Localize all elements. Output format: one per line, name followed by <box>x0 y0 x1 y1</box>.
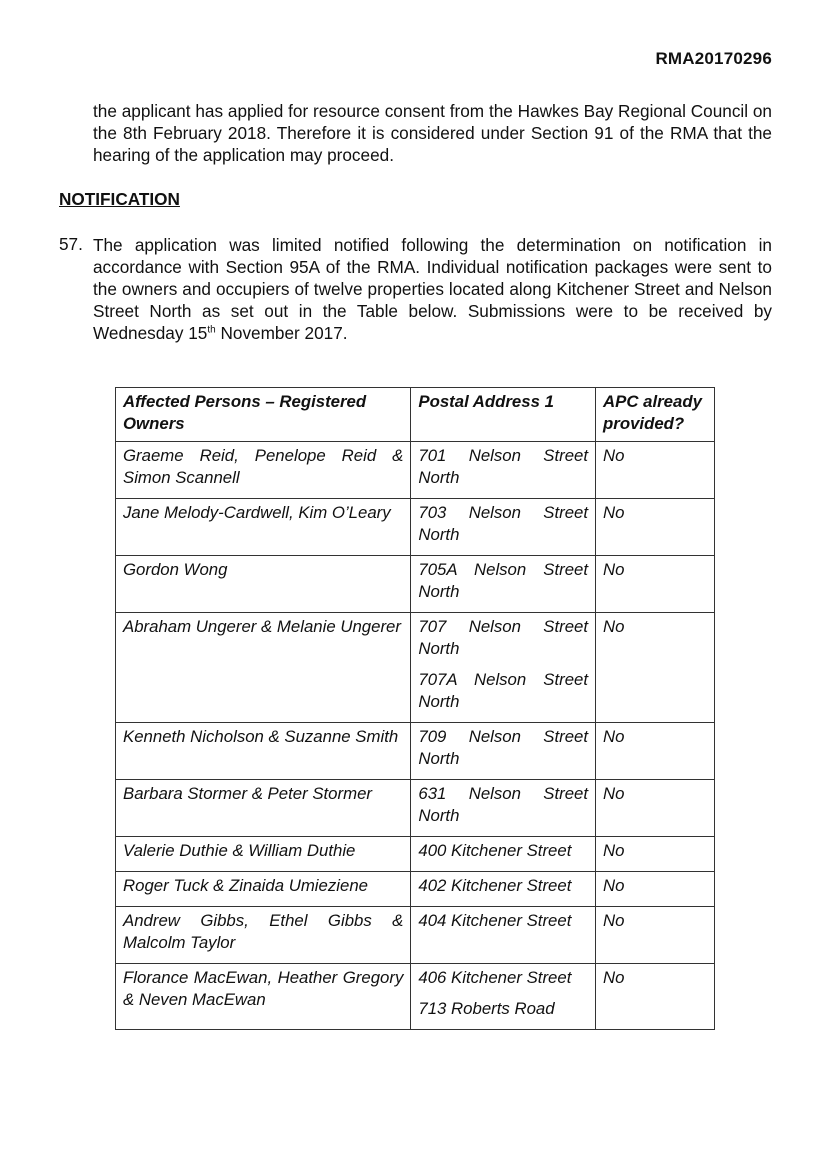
affected-persons-table <box>115 387 715 1030</box>
table-header-row <box>116 388 715 442</box>
postal-address: 709 Nelson Street North <box>418 727 589 768</box>
apc-cell: No <box>596 442 715 499</box>
table-row <box>116 964 715 1030</box>
apc-cell: No <box>596 837 715 872</box>
apc-cell: No <box>596 613 715 723</box>
owners-cell: Gordon Wong <box>116 556 411 613</box>
table-row <box>116 872 715 907</box>
postal-address-secondary: 713 Roberts Road <box>418 999 555 1018</box>
address-cell <box>411 556 596 613</box>
header-owners: Affected Persons – Registered Owners <box>116 388 411 442</box>
address-cell <box>411 872 596 907</box>
postal-address: 400 Kitchener Street <box>418 841 572 860</box>
table-row <box>116 442 715 499</box>
apc-cell: No <box>596 723 715 780</box>
document-reference: RMA20170296 <box>655 49 772 68</box>
owners-cell: Barbara Stormer & Peter Stormer <box>116 780 411 837</box>
postal-address: 402 Kitchener Street <box>418 876 572 895</box>
address-cell <box>411 499 596 556</box>
owners-cell: Florance MacEwan, Heather Gregory & Neven MacEwan <box>116 964 411 1030</box>
postal-address: 404 Kitchener Street <box>418 911 572 930</box>
paragraph-57-text-end: November 2017. <box>215 323 348 343</box>
postal-address: 707 Nelson Street North <box>418 617 589 658</box>
address-cell <box>411 442 596 499</box>
owners-cell: Jane Melody-Cardwell, Kim O’Leary <box>116 499 411 556</box>
paragraph-57-text: The application was limited notified following the determination on notification in accordance with Section 95A of the RMA. Individual notification packages were sent to the owners and occupiers of twelve properties located along Kitchener Street and Nelson Street North as set out in the Table below. Submissions were to be received by Wednesday 15 <box>93 235 772 343</box>
address-cell <box>411 837 596 872</box>
postal-address: 701 Nelson Street North <box>418 446 589 487</box>
address-cell <box>411 907 596 964</box>
apc-cell: No <box>596 780 715 837</box>
table-row <box>116 613 715 723</box>
address-cell <box>411 723 596 780</box>
section-heading: NOTIFICATION <box>59 189 180 209</box>
apc-cell: No <box>596 872 715 907</box>
owners-cell: Valerie Duthie & William Duthie <box>116 837 411 872</box>
apc-cell: No <box>596 499 715 556</box>
postal-address-secondary: 707A Nelson Street North <box>418 670 589 711</box>
table-row <box>116 837 715 872</box>
table-row <box>116 723 715 780</box>
owners-cell: Roger Tuck & Zinaida Umieziene <box>116 872 411 907</box>
header-apc: APC already provided? <box>596 388 715 442</box>
header-address: Postal Address 1 <box>411 388 596 442</box>
postal-address: 703 Nelson Street North <box>418 503 589 544</box>
owners-cell: Kenneth Nicholson & Suzanne Smith <box>116 723 411 780</box>
owners-cell: Abraham Ungerer & Melanie Ungerer <box>116 613 411 723</box>
address-cell <box>411 613 596 723</box>
table-row <box>116 556 715 613</box>
postal-address: 406 Kitchener Street <box>418 968 572 987</box>
paragraph-number: 57. <box>59 234 83 254</box>
apc-cell: No <box>596 907 715 964</box>
intro-paragraph: the applicant has applied for resource consent from the Hawkes Bay Regional Council on the 8th February 2018. Therefore it is considered under Section 91 of the RMA that the hearing of the application may proceed. <box>93 101 772 165</box>
owners-cell: Andrew Gibbs, Ethel Gibbs & Malcolm Taylor <box>116 907 411 964</box>
table-row <box>116 780 715 837</box>
postal-address: 705A Nelson Street North <box>418 560 589 601</box>
apc-cell: No <box>596 964 715 1030</box>
postal-address: 631 Nelson Street North <box>418 784 589 825</box>
paragraph-57 <box>93 234 772 344</box>
table-row <box>116 907 715 964</box>
address-cell <box>411 780 596 837</box>
address-cell <box>411 964 596 1030</box>
apc-cell: No <box>596 556 715 613</box>
owners-cell: Graeme Reid, Penelope Reid & Simon Scannell <box>116 442 411 499</box>
ordinal-suffix: th <box>207 324 216 336</box>
table-row <box>116 499 715 556</box>
